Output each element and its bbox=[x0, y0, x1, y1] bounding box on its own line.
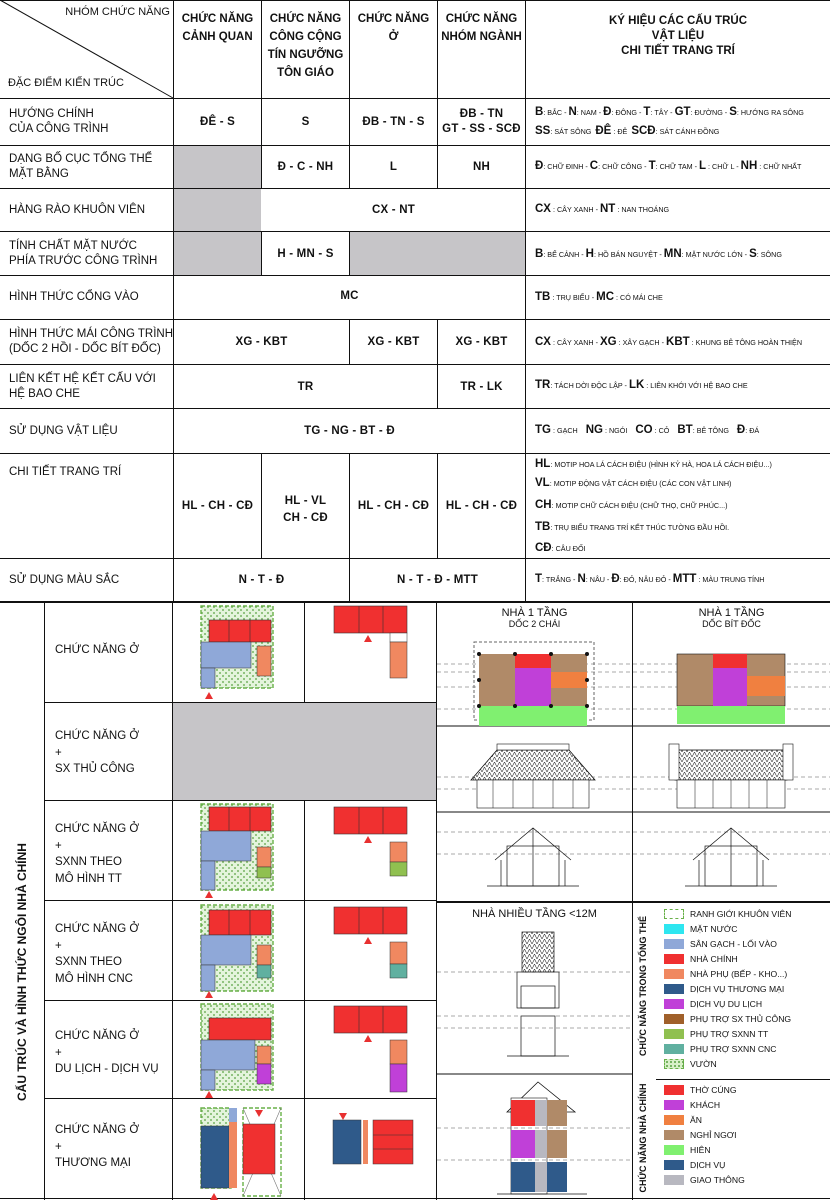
legend-label: NGHỈ NGƠI bbox=[690, 1129, 737, 1140]
key-code: Đ bbox=[736, 423, 746, 436]
key-description: : SÁT CÁNH ĐỒNG bbox=[655, 126, 720, 136]
key-code: C bbox=[589, 159, 599, 172]
key-code: SS bbox=[535, 124, 551, 137]
multi-section bbox=[497, 1082, 587, 1194]
legend-swatch bbox=[664, 1059, 684, 1069]
legend-label: ĂN bbox=[690, 1114, 702, 1125]
cell-r6-residential: XG - KBT bbox=[367, 336, 420, 348]
house2-elevation bbox=[669, 744, 793, 808]
multi-storey-drawing bbox=[437, 924, 632, 1200]
row-label-fence: HÀNG RÀO KHUÔN VIÊN bbox=[9, 203, 146, 216]
key-description: : ĐÔNG - bbox=[611, 107, 644, 117]
legend-label: NHÀ PHỤ (BẾP - KHO...) bbox=[690, 968, 788, 979]
key-decor-ch bbox=[526, 497, 830, 513]
site-plan-diagrams bbox=[173, 602, 436, 1200]
cell-r4-public: H - MN - S bbox=[277, 247, 334, 260]
key-description: : MOTIP ĐỘNG VẬT CÁCH ĐIỆU (CÁC CON VẬT LINH) bbox=[549, 478, 732, 488]
key-description: : KHUNG BÊ TÔNG HOÀN THIỆN bbox=[689, 337, 803, 347]
corner-top-label: NHÓM CHỨC NĂNG bbox=[65, 6, 170, 18]
empty-cell bbox=[349, 232, 526, 275]
legend-label: NHÀ CHÍNH bbox=[690, 953, 738, 964]
legend-label: MẶT NƯỚC bbox=[690, 923, 738, 934]
legend-item bbox=[664, 921, 830, 936]
key-code: CH bbox=[535, 498, 552, 511]
cell-r9-industry: HL - CH - CĐ bbox=[445, 500, 518, 512]
header-symbols: KÝ HIỆU CÁC CẤU TRÚC VẬT LIỆU CHI TIẾT TRANG TRÍ bbox=[609, 15, 747, 57]
key-fence bbox=[526, 201, 830, 217]
key-code: BT bbox=[677, 423, 693, 436]
key-code: S bbox=[729, 105, 737, 118]
key-water bbox=[526, 246, 830, 262]
key-structure bbox=[526, 377, 830, 393]
key-code: MTT bbox=[672, 572, 697, 585]
cell-r9-residential: HL - CH - CĐ bbox=[357, 500, 430, 512]
key-code: TB bbox=[535, 290, 551, 303]
key-code: Đ bbox=[611, 572, 620, 585]
key-material bbox=[526, 422, 830, 438]
cell-r3-merged: CX - NT bbox=[372, 204, 415, 216]
legend-label: GIAO THÔNG bbox=[690, 1174, 745, 1185]
cell-r1-industry: ĐB - TN GT - SS - SCĐ bbox=[442, 108, 521, 135]
row-label-water: TÍNH CHẤT MẶT NƯỚC PHÍA TRƯỚC CÔNG TRÌNH bbox=[9, 239, 158, 267]
empty-cell bbox=[174, 232, 261, 275]
key-code: NH bbox=[740, 159, 758, 172]
key-code: CX bbox=[535, 335, 551, 348]
key-gate bbox=[526, 289, 830, 305]
key-code: KBT bbox=[666, 335, 690, 348]
legend-item bbox=[664, 1127, 830, 1142]
row-label-color: SỬ DỤNG MÀU SẮC bbox=[9, 573, 120, 586]
plan-tourism-a bbox=[201, 1004, 273, 1098]
key-description: : BẮC - bbox=[543, 107, 569, 117]
key-description: : CÂY XANH - bbox=[550, 337, 600, 347]
key-description: : NÂU - bbox=[585, 574, 612, 584]
legend-swatch bbox=[664, 1115, 684, 1125]
legend-label: DỊCH VỤ THƯƠNG MẠI bbox=[690, 983, 785, 994]
key-description: : SÔNG bbox=[756, 249, 782, 259]
legend-label: THỜ CÚNG bbox=[690, 1084, 737, 1095]
key-description: : ĐÊ bbox=[611, 126, 632, 136]
key-code: CX bbox=[535, 202, 551, 215]
plan-residential-a bbox=[201, 606, 273, 699]
plan-commerce-a bbox=[201, 1108, 281, 1200]
key-code: TR bbox=[535, 378, 551, 391]
key-code: N bbox=[577, 572, 586, 585]
row-label-layout: DẠNG BỐ CỤC TỔNG THỂ MẶT BẰNG bbox=[9, 153, 153, 180]
key-description: : LIÊN KHỚI VỚI HỆ BAO CHE bbox=[644, 380, 748, 390]
legend-swatch bbox=[664, 939, 684, 949]
key-code: S bbox=[749, 247, 757, 260]
key-description: : ĐƯỜNG - bbox=[690, 107, 730, 117]
cell-r2-industry: NH bbox=[472, 161, 490, 173]
house2-plan bbox=[677, 654, 785, 724]
key-code: Đ bbox=[535, 159, 544, 172]
key-code: NT bbox=[599, 202, 616, 215]
legend-label: DỊCH VỤ DU LỊCH bbox=[690, 998, 763, 1009]
legend-item bbox=[664, 1157, 830, 1172]
cell-r7-merged: TR bbox=[297, 380, 314, 393]
house2-title: NHÀ 1 TẦNG DỐC BÍT ĐỐC bbox=[698, 607, 765, 629]
legend-overall bbox=[664, 906, 830, 1071]
key-code: MN bbox=[663, 247, 682, 260]
key-description: : CHỮ CÔNG - bbox=[598, 161, 649, 171]
legend-main-house bbox=[664, 1082, 830, 1187]
header-residential: CHỨC NĂNG Ở bbox=[357, 13, 430, 43]
house1-title: NHÀ 1 TẦNG DỐC 2 CHÁI bbox=[501, 607, 568, 629]
lower-section bbox=[0, 602, 830, 1200]
type-label-4: CHỨC NĂNG Ở + SXNN THEO MÔ HÌNH CNC bbox=[55, 923, 140, 985]
row-label-decoration: CHI TIẾT TRANG TRÍ bbox=[9, 465, 122, 478]
key-code: Đ bbox=[603, 105, 612, 118]
legend-group-label-1: CHỨC NĂNG TRONG TỔNG THỂ bbox=[638, 916, 648, 1056]
key-layout bbox=[526, 158, 830, 174]
legend-label: HIÊN bbox=[690, 1144, 711, 1155]
header-landscape: CHỨC NĂNG CẢNH QUAN bbox=[181, 13, 254, 43]
legend-item bbox=[664, 1142, 830, 1157]
cell-r9-landscape: HL - CH - CĐ bbox=[181, 500, 254, 512]
legend-item bbox=[664, 951, 830, 966]
key-code: TB bbox=[535, 520, 551, 533]
key-description: : ĐÁ bbox=[745, 425, 760, 435]
legend-label: SÂN GẠCH - LỐI VÀO bbox=[690, 938, 777, 949]
cell-r6-industry: XG - KBT bbox=[455, 336, 508, 348]
key-description: : MOTIP HOA LÁ CÁCH ĐIỆU (HÌNH KỶ HÀ, HOA LÁ CÁCH ĐIỆU...) bbox=[550, 459, 772, 469]
key-description: : BÊ TÔNG bbox=[692, 425, 737, 435]
key-code: GT bbox=[674, 105, 691, 118]
key-description: : NAM - bbox=[576, 107, 604, 117]
legend-item bbox=[664, 1011, 830, 1026]
row-label-material: SỬ DỤNG VẬT LIỆU bbox=[9, 424, 118, 437]
plan-commerce-b bbox=[333, 1113, 413, 1164]
plan-tourism-b bbox=[334, 1006, 407, 1092]
key-description: : MẶT NƯỚC LỚN - bbox=[681, 249, 750, 259]
legend-item bbox=[664, 966, 830, 981]
legend-label: KHÁCH bbox=[690, 1099, 721, 1110]
key-description: : NAN THOÁNG bbox=[615, 204, 670, 214]
empty-cell bbox=[174, 189, 261, 232]
cell-r8-merged: TG - NG - BT - Đ bbox=[304, 425, 395, 437]
key-color bbox=[526, 571, 830, 587]
key-description: : ĐỎ, NÂU ĐỎ - bbox=[619, 574, 673, 584]
legend-item bbox=[664, 1172, 830, 1187]
key-code: XG bbox=[599, 335, 617, 348]
cell-r10-merged-b: N - T - Đ - MTT bbox=[397, 574, 478, 586]
legend-swatch bbox=[664, 1014, 684, 1024]
key-description: : MOTIP CHỮ CÁCH ĐIỆU (CHỮ THỌ, CHỮ PHÚC...) bbox=[551, 500, 728, 510]
cell-r5-merged: MC bbox=[340, 290, 359, 302]
key-code: HL bbox=[535, 457, 551, 470]
key-code: T bbox=[648, 159, 656, 172]
key-description: : CHỮ TAM - bbox=[655, 161, 699, 171]
key-description: : HƯỚNG RA SÔNG bbox=[736, 107, 804, 117]
key-decor-cd bbox=[526, 540, 830, 556]
house1-section bbox=[487, 828, 579, 886]
multi-elevation bbox=[507, 932, 569, 1056]
key-code: VL bbox=[535, 476, 550, 489]
key-description: : TRẮNG - bbox=[542, 574, 578, 584]
key-code: B bbox=[535, 247, 544, 260]
key-code: LK bbox=[628, 378, 645, 391]
legend-item bbox=[664, 1041, 830, 1056]
cell-r10-merged-a: N - T - Đ bbox=[238, 574, 285, 586]
key-decor-vl bbox=[526, 475, 830, 491]
plan-sxnn-tt-b bbox=[334, 807, 407, 876]
key-code: TG bbox=[535, 423, 551, 436]
cell-r2-public: Đ - C - NH bbox=[277, 161, 334, 173]
key-code: SCĐ bbox=[631, 124, 656, 137]
legend-label: VƯỜN bbox=[690, 1058, 717, 1069]
multi-title: NHÀ NHIỀU TẦNG <12M bbox=[472, 908, 597, 920]
key-description: : TÁCH DỜI ĐỘC LẬP - bbox=[550, 380, 629, 390]
row-label-gate: HÌNH THỨC CỔNG VÀO bbox=[9, 291, 139, 303]
legend-label: PHỤ TRỢ SXNN CNC bbox=[690, 1043, 777, 1054]
type-label-5: CHỨC NĂNG Ở + DU LỊCH - DỊCH VỤ bbox=[55, 1030, 159, 1075]
key-description: : TÂY - bbox=[650, 107, 675, 117]
legend-swatch bbox=[664, 1044, 684, 1054]
type-label-6: CHỨC NĂNG Ở + THƯƠNG MẠI bbox=[55, 1124, 140, 1169]
key-code: B bbox=[535, 105, 544, 118]
legend-item bbox=[664, 936, 830, 951]
cell-r1-public: S bbox=[301, 116, 310, 128]
key-description: : NGÓI bbox=[602, 425, 636, 435]
legend-swatch bbox=[664, 924, 684, 934]
key-description: : HỒ BÁN NGUYỆT - bbox=[593, 249, 664, 259]
legend-group-label-2: CHỨC NĂNG NHÀ CHÍNH bbox=[638, 1083, 648, 1193]
key-description: : TRỤ BIỂU TRANG TRÍ KẾT THÚC TƯỜNG ĐẦU HỒI. bbox=[550, 522, 730, 532]
key-description: : CHỮ NHẤT bbox=[757, 161, 802, 171]
plan-residential-b bbox=[334, 606, 407, 678]
legend-item bbox=[664, 1097, 830, 1112]
key-code: ĐÊ bbox=[595, 124, 612, 137]
key-description: : CÂY XANH - bbox=[550, 204, 600, 214]
legend-item bbox=[664, 1056, 830, 1071]
key-code: MC bbox=[596, 290, 615, 303]
header-public: CHỨC NĂNG CÔNG CỘNG TÍN NGƯỠNG TÔN GIÁO bbox=[267, 13, 344, 79]
type-label-2: CHỨC NĂNG Ở + SX THỦ CÔNG bbox=[55, 730, 140, 775]
cell-r9-public: HL - VL CH - CĐ bbox=[283, 495, 328, 524]
house-drawings bbox=[437, 632, 830, 900]
legend-label: RANH GIỚI KHUÔN VIÊN bbox=[690, 908, 792, 919]
plan-sxnn-cnc-b bbox=[334, 907, 407, 978]
empty-cell bbox=[174, 146, 261, 189]
key-code: N bbox=[568, 105, 577, 118]
key-orientation-2 bbox=[526, 123, 830, 139]
legend-swatch bbox=[664, 909, 684, 919]
row-label-roof: HÌNH THỨC MÁI CÔNG TRÌNH (DỐC 2 HỒI - DỐC BÍT ĐỐC) bbox=[9, 328, 174, 355]
cell-r1-residential: ĐB - TN - S bbox=[362, 116, 425, 128]
vertical-title: CẤU TRÚC VÀ HÌNH THỨC NGÔI NHÀ CHÍNH bbox=[15, 843, 29, 1101]
key-description: : CHỮ L - bbox=[706, 161, 741, 171]
key-description: : GẠCH bbox=[550, 425, 586, 435]
key-description: : CHỮ ĐINH - bbox=[543, 161, 590, 171]
row-label-orientation: HƯỚNG CHÍNH CỦA CÔNG TRÌNH bbox=[9, 108, 109, 135]
key-decor-tb bbox=[526, 519, 830, 535]
legend-swatch bbox=[664, 1029, 684, 1039]
legend-swatch bbox=[664, 1100, 684, 1110]
cell-r6-merged: XG - KBT bbox=[235, 336, 288, 348]
cell-r2-residential: L bbox=[389, 161, 398, 173]
legend-swatch bbox=[664, 1145, 684, 1155]
plan-sxnn-cnc-a bbox=[201, 905, 273, 998]
key-code: CO bbox=[635, 423, 653, 436]
key-decor-hl bbox=[526, 456, 830, 472]
legend-label: PHỤ TRỢ SXNN TT bbox=[690, 1028, 769, 1039]
legend-swatch bbox=[664, 1175, 684, 1185]
legend-label: PHỤ TRỢ SX THỦ CÔNG bbox=[690, 1013, 792, 1024]
plan-sxnn-tt-a bbox=[201, 804, 273, 898]
house1-plan bbox=[474, 642, 594, 726]
row-label-structure: LIÊN KẾT HỆ KẾT CẤU VỚI HỆ BAO CHE bbox=[9, 372, 156, 400]
key-description: : MÀU TRUNG TÍNH bbox=[696, 574, 765, 584]
corner-bottom-label: ĐẶC ĐIỂM KIẾN TRÚC bbox=[8, 77, 124, 89]
header-industry: CHỨC NĂNG NHÓM NGÀNH bbox=[441, 13, 522, 43]
key-description: : SÁT SÔNG bbox=[550, 126, 596, 136]
key-description: : CỎ bbox=[652, 425, 678, 435]
key-description: : BỂ CẢNH - bbox=[543, 249, 586, 259]
legend-swatch bbox=[664, 999, 684, 1009]
cell-r7-industry: TR - LK bbox=[460, 380, 503, 393]
legend-item bbox=[664, 1026, 830, 1041]
legend-item bbox=[664, 1112, 830, 1127]
key-code: T bbox=[643, 105, 651, 118]
legend-item bbox=[664, 996, 830, 1011]
type-label-3: CHỨC NĂNG Ở + SXNN THEO MÔ HÌNH TT bbox=[55, 823, 140, 885]
cell-r1-landscape: ĐÊ - S bbox=[199, 116, 236, 128]
key-description: : XÂY GẠCH - bbox=[616, 337, 667, 347]
legend-swatch bbox=[664, 1085, 684, 1095]
key-roof bbox=[526, 334, 830, 350]
key-code: CĐ bbox=[535, 541, 552, 554]
legend-swatch bbox=[664, 984, 684, 994]
key-description: : CÂU ĐỐI bbox=[551, 543, 586, 553]
key-description: : CÓ MÁI CHE bbox=[614, 292, 663, 302]
legend-item bbox=[664, 906, 830, 921]
type-label-1: CHỨC NĂNG Ở bbox=[55, 644, 140, 656]
key-code: T bbox=[535, 572, 543, 585]
legend-swatch bbox=[664, 1160, 684, 1170]
legend-swatch bbox=[664, 1130, 684, 1140]
key-description: : TRỤ BIỂU - bbox=[550, 292, 597, 302]
house1-elevation bbox=[471, 744, 595, 808]
house2-section bbox=[685, 828, 777, 886]
key-code: L bbox=[699, 159, 707, 172]
key-code: NG bbox=[585, 423, 603, 436]
legend-item bbox=[664, 1082, 830, 1097]
legend-swatch bbox=[664, 969, 684, 979]
key-orientation-1 bbox=[526, 104, 830, 120]
legend-swatch bbox=[664, 954, 684, 964]
legend-label: DỊCH VỤ bbox=[690, 1159, 726, 1170]
legend-item bbox=[664, 981, 830, 996]
key-code: H bbox=[585, 247, 594, 260]
